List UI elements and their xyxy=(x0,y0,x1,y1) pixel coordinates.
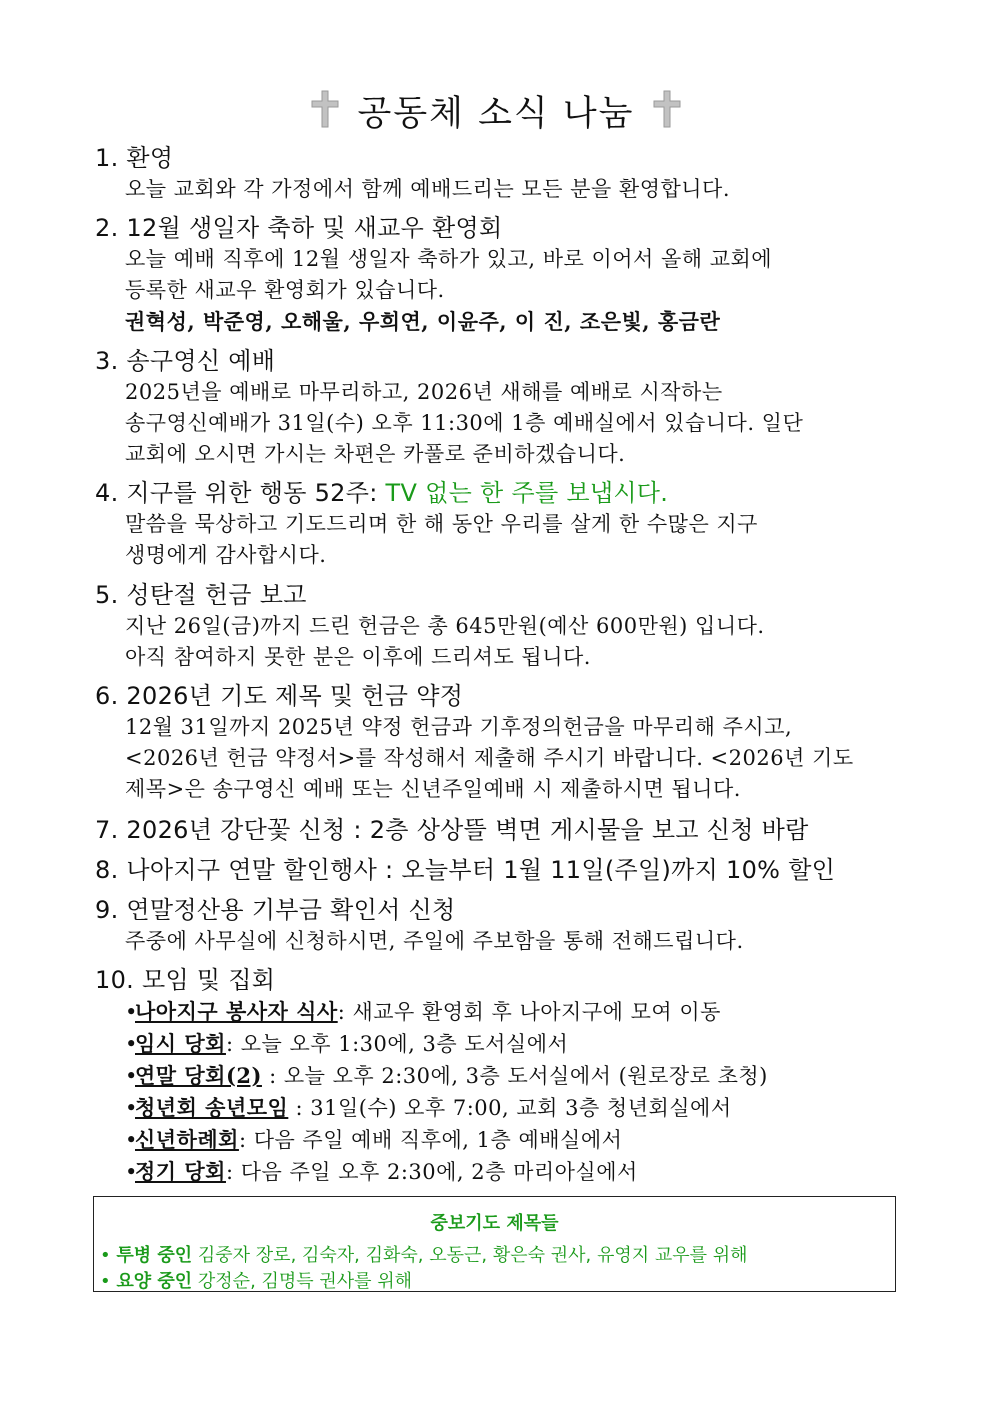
meeting-row xyxy=(95,1060,905,1092)
meeting-detail: : 오늘 오후 1:30에, 3층 도서실에서 xyxy=(225,1032,569,1056)
meeting-row xyxy=(95,996,905,1028)
meeting-name: 임시 당회 xyxy=(135,1031,226,1056)
item-newyear-service xyxy=(95,345,905,470)
item-altar-flowers xyxy=(95,814,905,846)
item-text: 2025년을 예배로 마무리하고, 2026년 새해를 예배로 시작하는 xyxy=(125,380,723,404)
item-donation-receipt xyxy=(95,894,905,957)
meeting-row xyxy=(95,1124,905,1156)
meeting-name: 정기 당회 xyxy=(135,1159,226,1184)
heading-text: 4. 지구를 위한 행동 52주: xyxy=(95,479,386,507)
prayer-row xyxy=(94,1269,895,1295)
item-heading: 6. 2026년 기도 제목 및 헌금 약정 xyxy=(95,682,464,710)
prayer-text: 김중자 장로, 김숙자, 김화숙, 오동근, 황은숙 권사, 유영지 교우를 위해 xyxy=(192,1245,748,1266)
page-title xyxy=(0,86,992,136)
heading-highlight: TV 없는 한 주를 보냅시다. xyxy=(385,479,669,507)
item-text: <2026년 헌금 약정서>를 작성해서 제출해 주시기 바랍니다. <2026년 기도 xyxy=(125,746,854,770)
item-text: 말씀을 묵상하고 기도드리며 한 해 동안 우리를 살게 한 수많은 지구 xyxy=(125,512,758,536)
item-heading: 2. 12월 생일자 축하 및 새교우 환영회 xyxy=(95,214,503,242)
prayer-box-title: 중보기도 제목들 xyxy=(430,1213,559,1234)
prayer-row xyxy=(94,1243,895,1269)
meeting-detail: : 다음 주일 예배 직후에, 1층 예배실에서 xyxy=(238,1128,623,1152)
meeting-row xyxy=(95,1028,905,1060)
bullet: • xyxy=(125,1096,138,1120)
prayer-text: 강정순, 김명득 권사를 위해 xyxy=(192,1271,413,1292)
item-christmas-offering xyxy=(95,579,905,673)
item-text: 오늘 교회와 각 가정에서 함께 예배드리는 모든 분을 환영합니다. xyxy=(125,177,731,201)
cross-icon xyxy=(652,89,682,129)
item-text: 송구영신예배가 31일(수) 오후 11:30에 1층 예배실에서 있습니다. 일단 xyxy=(125,411,804,435)
bullet: • xyxy=(125,1160,138,1184)
name-list: 권혁성, 박준영, 오해울, 우희연, 이윤주, 이 진, 조은빛, 홍금란 xyxy=(125,309,721,334)
item-text: 등록한 새교우 환영회가 있습니다. xyxy=(125,278,445,302)
item-prayer-pledge xyxy=(95,680,905,805)
meeting-row xyxy=(95,1156,905,1188)
meeting-row xyxy=(95,1092,905,1124)
item-welcome xyxy=(95,142,905,205)
item-earth-action xyxy=(95,477,905,571)
bullet: • xyxy=(125,1000,138,1024)
item-text: 아직 참여하지 못한 분은 이후에 드리셔도 됩니다. xyxy=(125,645,591,669)
item-heading: 7. 2026년 강단꽃 신청 : 2층 상상뜰 벽면 게시물을 보고 신청 바람 xyxy=(95,816,809,844)
prayer-label: 투병 중인 xyxy=(116,1245,193,1266)
item-birthday xyxy=(95,212,905,337)
item-heading: 8. 나아지구 연말 할인행사 : 오늘부터 1월 11일(주일)까지 10% 할인 xyxy=(95,856,836,884)
bullet: • xyxy=(100,1245,111,1266)
meeting-name: 연말 당회(2) xyxy=(135,1063,262,1088)
item-text: 오늘 예배 직후에 12월 생일자 축하가 있고, 바로 이어서 올해 교회에 xyxy=(125,247,773,271)
bullet: • xyxy=(125,1032,138,1056)
bullet: • xyxy=(100,1271,111,1292)
meeting-detail: : 새교우 환영회 후 나아지구에 모여 이동 xyxy=(337,1000,721,1024)
item-text: 교회에 오시면 가시는 차편은 카풀로 준비하겠습니다. xyxy=(125,442,626,466)
meeting-name: 나아지구 봉사자 식사 xyxy=(135,999,338,1024)
item-heading: 5. 성탄절 헌금 보고 xyxy=(95,581,307,609)
item-heading xyxy=(95,477,905,509)
item-heading: 9. 연말정산용 기부금 확인서 신청 xyxy=(95,896,456,924)
item-text: 지난 26일(금)까지 드린 헌금은 총 645만원(예산 600만원) 입니다. xyxy=(125,614,765,638)
title-text: 공동체 소식 나눔 xyxy=(357,94,635,134)
item-heading: 10. 모임 및 집회 xyxy=(95,966,276,994)
item-heading: 1. 환영 xyxy=(95,144,174,172)
meeting-name: 청년회 송년모임 xyxy=(135,1095,289,1120)
item-text: 12월 31일까지 2025년 약정 헌금과 기후정의헌금을 마무리해 주시고, xyxy=(125,715,793,739)
bullet: • xyxy=(125,1064,138,1088)
item-text: 생명에게 감사합시다. xyxy=(125,543,327,567)
bullet: • xyxy=(125,1128,138,1152)
prayer-label: 요양 중인 xyxy=(116,1271,193,1292)
cross-icon xyxy=(310,89,340,129)
meeting-name: 신년하례회 xyxy=(135,1127,239,1152)
meeting-detail: : 다음 주일 오후 2:30에, 2층 마리아실에서 xyxy=(225,1160,638,1184)
item-heading: 3. 송구영신 예배 xyxy=(95,347,276,375)
prayer-box xyxy=(93,1196,896,1292)
item-text: 주중에 사무실에 신청하시면, 주일에 주보함을 통해 전해드립니다. xyxy=(125,929,744,953)
meeting-detail: : 31일(수) 오후 7:00, 교회 3층 청년회실에서 xyxy=(288,1096,732,1120)
item-text: 제목>은 송구영신 예배 또는 신년주일예배 시 제출하시면 됩니다. xyxy=(125,777,741,801)
item-meetings xyxy=(95,964,905,1188)
meeting-detail: : 오늘 오후 2:30에, 3층 도서실에서 (원로장로 초청) xyxy=(261,1064,768,1088)
item-naajigu-sale xyxy=(95,854,905,886)
